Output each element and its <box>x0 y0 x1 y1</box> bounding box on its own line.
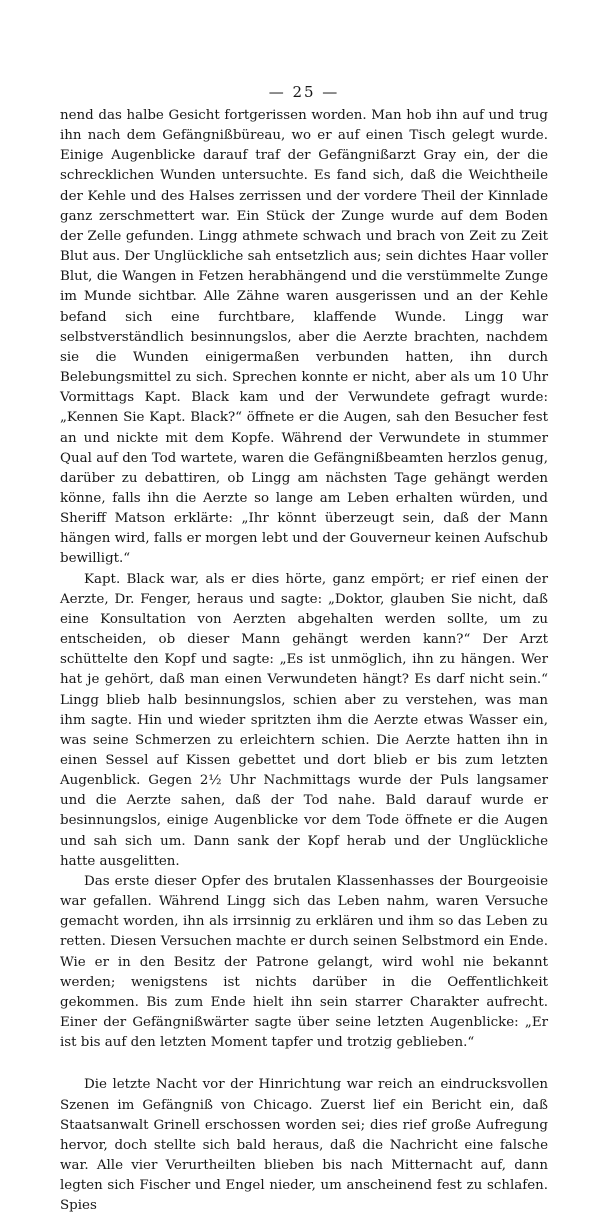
paragraph-first-victim: Das erste dieser Opfer des brutalen Klassenhasses der Bourgeoisie war gefallen. Während Lingg sich das Leben nahm, waren Versuche gemacht worden, ihn als irrsinnig zu erklären und ihm so das Leben zu retten. Diesen Versuchen machte er durch seinen Selbstmord ein Ende. Wie er in den Besitz der Patrone gelangt, wird wohl nie bekannt werden; wenigstens ist nichts darüber in die Oeffentlichkeit gekommen. Bis zum Ende hielt ihn sein starrer Charakter aufrecht. Einer der Gefängnißwärter sagte über seine letzten Augenblicke: „Er ist bis auf den letzten Moment tapfer und trotzig geblieben.“ <box>60 873 548 1051</box>
page-number: — 25 — <box>268 83 340 101</box>
paragraph-last-night: Die letzte Nacht vor der Hinrichtung war reich an eindrucksvollen Szenen im Gefängniß von Chicago. Zuerst lief ein Bericht ein, daß Staatsanwalt Grinell erschossen worden sei; dies rief große Aufregung hervor, doch stellte sich bald heraus, daß die Nachricht eine falsche war. Alle vier Verurtheilten blieben bis nach Mitternacht auf, dann legten sich Fischer und Engel nieder, um anscheinend fest zu schlafen. Spies <box>60 1077 548 1214</box>
paragraph-continuation: nend das halbe Gesicht fortgerissen worden. Man hob ihn auf und trug ihn nach dem Gefängnißbüreau, wo er auf einen Tisch gelegt wurde. Einige Augenblicke darauf traf der Gefängnißarzt Gray ein, der die schrecklichen Wunden untersuchte. Es fand sich, daß die Weichtheile der Kehle und des Halses zerrissen und der vordere Theil der Kinnlade ganz zerschmettert war. Ein Stück der Zunge wurde auf dem Boden der Zelle gefunden. Lingg athmete schwach und brach von Zeit zu Zeit Blut aus. Der Unglückliche sah entsetzlich aus; sein dichtes Haar voller Blut, die Wangen in Fetzen herabhängend und die verstümmelte Zunge im Munde sichtbar. Alle Zähne waren ausgerissen und an der Kehle befand sich eine furchtbare, klaffende Wunde. Lingg war selbstverständlich besinnungslos, aber die Aerzte brachten, nachdem sie die Wunden einigermaßen verbunden hatten, ihn durch Belebungsmittel zu sich. Sprechen konnte er nicht, aber als um 10 Uhr Vormittags Kapt. Black kam und der Verwundete gefragt wurde: „Kennen Sie Kapt. Black?“ öffnete er die Augen, sah den Besucher fest an und nickte mit dem Kopfe. Während der Verwundete in stummer Qual auf den Tod wartete, waren die Gefängnißbeamten herzlos genug, darüber zu debattiren, ob Lingg am nächsten Tage gehängt werden könne, falls ihn die Aerzte so lange am Leben erhalten würden, und Sheriff Matson erklärte: „Ihr könnt überzeugt sein, daß der Mann hängen wird, falls er morgen lebt und der Gouverneur keinen Aufschub bewilligt.“ <box>60 108 548 567</box>
body-text <box>60 106 548 1216</box>
paragraph-kapt-black: Kapt. Black war, als er dies hörte, ganz empört; er rief einen der Aerzte, Dr. Fenger, heraus und sagte: „Doktor, glauben Sie nicht, daß eine Konsultation von Aerzten abgehalten werden sollte, um zu entscheiden, ob dieser Mann gehängt werden kann?“ Der Arzt schüttelte den Kopf und sagte: „Es ist unmöglich, ihn zu hängen. Wer hat je gehört, daß man einen Verwundeten hängt? Es darf nicht sein.“ Lingg blieb halb besinnungslos, schien aber zu verstehen, was man ihm sagte. Hin und wieder spritzten ihm die Aerzte etwas Wasser ein, was seine Schmerzen zu erleichtern schien. Die Aerzte hatten ihn in einen Sessel auf Kissen gebettet und dort blieb er bis zum letzten Augenblick. Gegen 2½ Uhr Nachmittags wurde der Puls langsamer und die Aerzte sahen, daß der Tod nahe. Bald darauf wurde er besinnungslos, einige Augenblicke vor dem Tode öffnete er die Augen und sah sich um. Dann sank der Kopf herab und der Unglückliche hatte ausgelitten. <box>60 571 548 869</box>
